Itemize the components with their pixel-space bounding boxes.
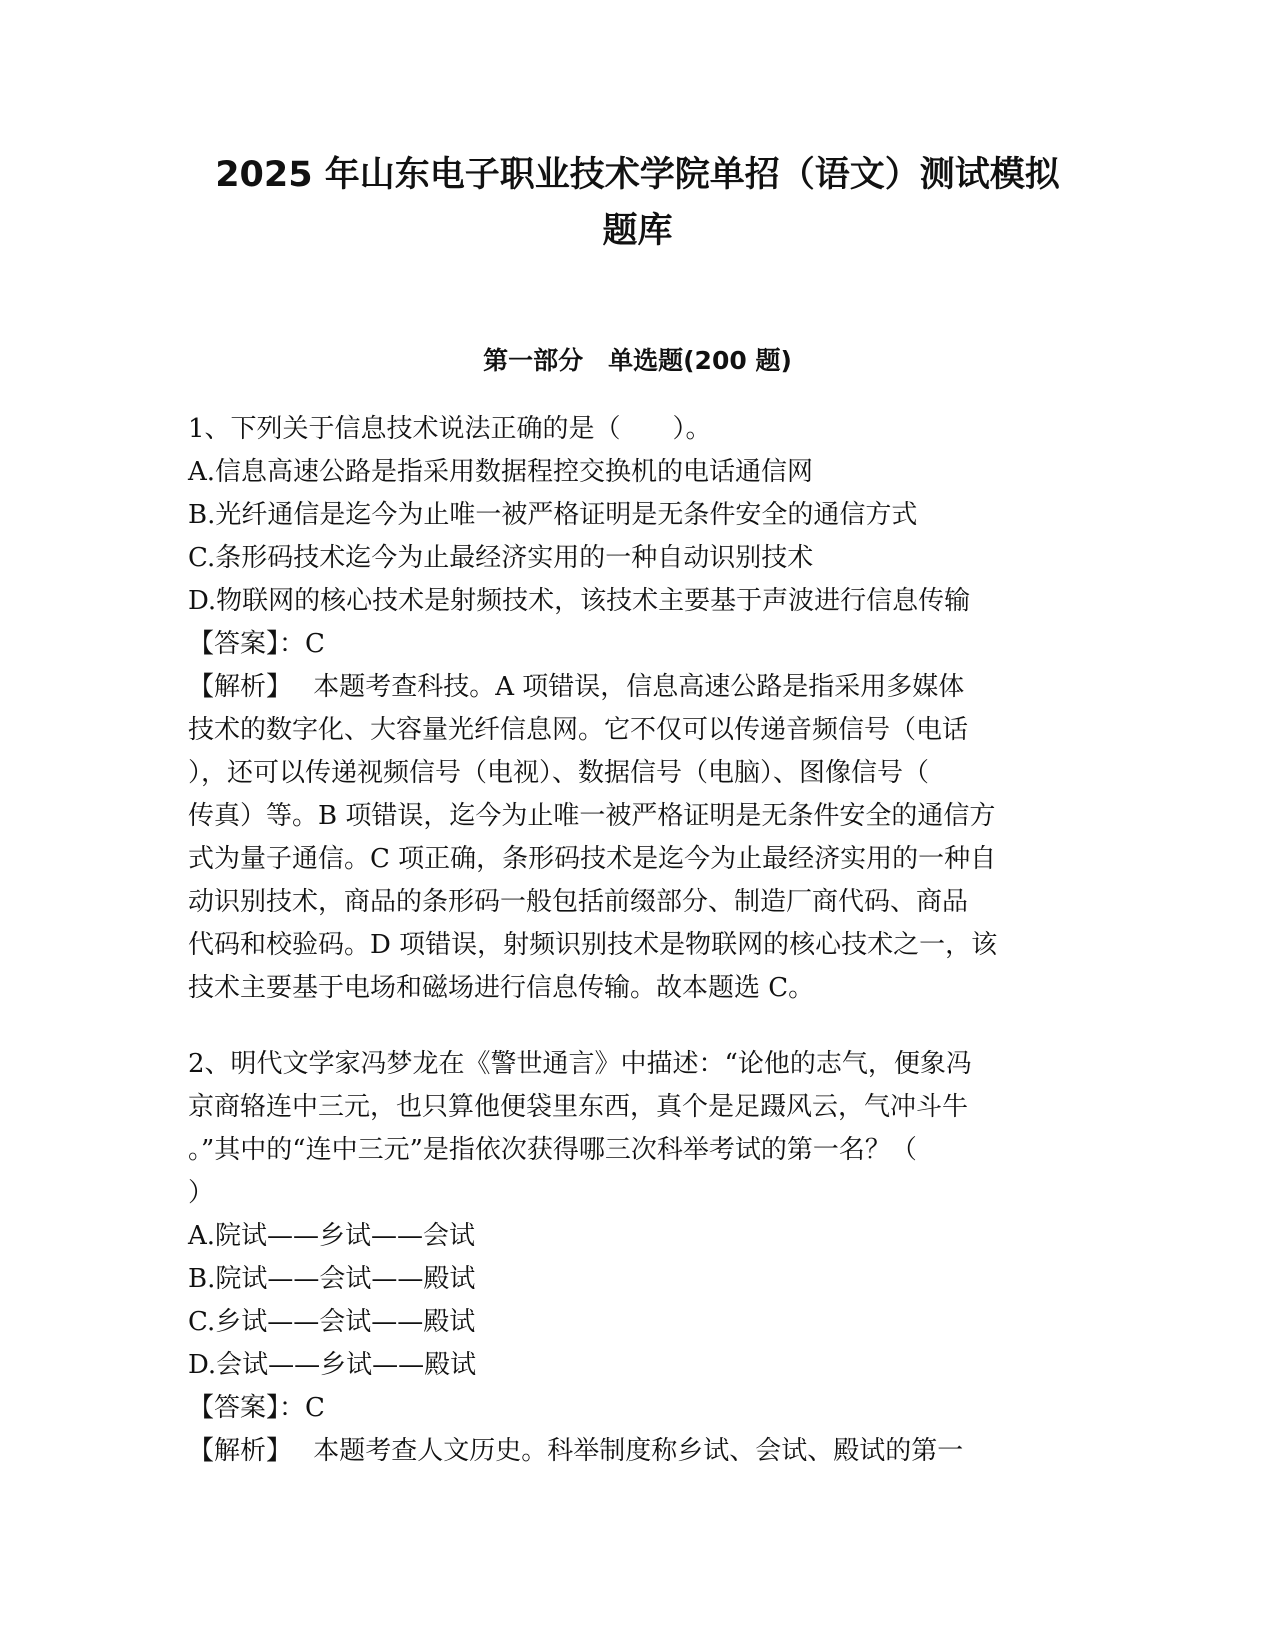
question-2-answer: 【答案】：C	[188, 1393, 325, 1423]
question-1-analysis-line: 技术的数字化、大容量光纤信息网。它不仅可以传递音频信号（电话	[188, 715, 969, 745]
question-2-stem-line: ）	[188, 1178, 215, 1208]
question-2-analysis-line: 【解析】 本题考查人文历史。科举制度称乡试、会试、殿试的第一	[188, 1436, 964, 1466]
question-2-stem-line: 京商辂连中三元，也只算他便袋里东西，真个是足蹑风云，气冲斗牛	[188, 1092, 969, 1122]
question-2-option-d: D.会试——乡试——殿试	[188, 1350, 477, 1380]
question-1-answer: 【答案】：C	[188, 629, 325, 659]
question-2-option-a: A.院试——乡试——会试	[188, 1221, 476, 1251]
question-1-analysis-line: ），还可以传递视频信号（电视）、数据信号（电脑）、图像信号（	[188, 758, 930, 788]
question-2-stem-line: 。”其中的“连中三元”是指依次获得哪三次科举考试的第一名？（	[188, 1135, 917, 1165]
question-1-option-b: B.光纤通信是迄今为止唯一被严格证明是无条件安全的通信方式	[188, 500, 918, 530]
question-1-analysis-line: 动识别技术，商品的条形码一般包括前缀部分、制造厂商代码、商品	[188, 887, 969, 917]
question-1-analysis-line: 【解析】 本题考查科技。A 项错误，信息高速公路是指采用多媒体	[188, 672, 965, 702]
question-2-stem-line: 2、明代文学家冯梦龙在《警世通言》中描述：“论他的志气，便象冯	[188, 1049, 972, 1079]
question-1-option-a: A.信息高速公路是指采用数据程控交换机的电话通信网	[188, 457, 814, 487]
document-body	[188, 408, 1088, 1473]
section-heading: 第一部分 单选题(200 题)	[483, 346, 792, 375]
question-1-option-d: D.物联网的核心技术是射频技术，该技术主要基于声波进行信息传输	[188, 586, 971, 616]
question-1-analysis-line: 式为量子通信。C 项正确，条形码技术是迄今为止最经济实用的一种自	[188, 844, 997, 874]
document-title-line-2: 题库	[602, 211, 673, 251]
question-2-option-b: B.院试——会试——殿试	[188, 1264, 476, 1294]
question-1-analysis-line: 代码和校验码。D 项错误，射频识别技术是物联网的核心技术之一，该	[188, 930, 998, 960]
question-1-stem: 1、下列关于信息技术说法正确的是（ ）。	[188, 414, 712, 444]
question-2	[188, 1043, 1088, 1473]
question-1	[188, 408, 1088, 1010]
question-1-option-c: C.条形码技术迄今为止最经济实用的一种自动识别技术	[188, 543, 814, 573]
question-1-analysis-line: 技术主要基于电场和磁场进行信息传输。故本题选 C。	[188, 973, 815, 1003]
question-2-option-c: C.乡试——会试——殿试	[188, 1307, 476, 1337]
document-title-line-1: 2025 年山东电子职业技术学院单招（语文）测试模拟	[215, 155, 1060, 195]
question-1-analysis-line: 传真）等。B 项错误，迄今为止唯一被严格证明是无条件安全的通信方	[188, 801, 996, 831]
question-spacer	[188, 1010, 1088, 1043]
